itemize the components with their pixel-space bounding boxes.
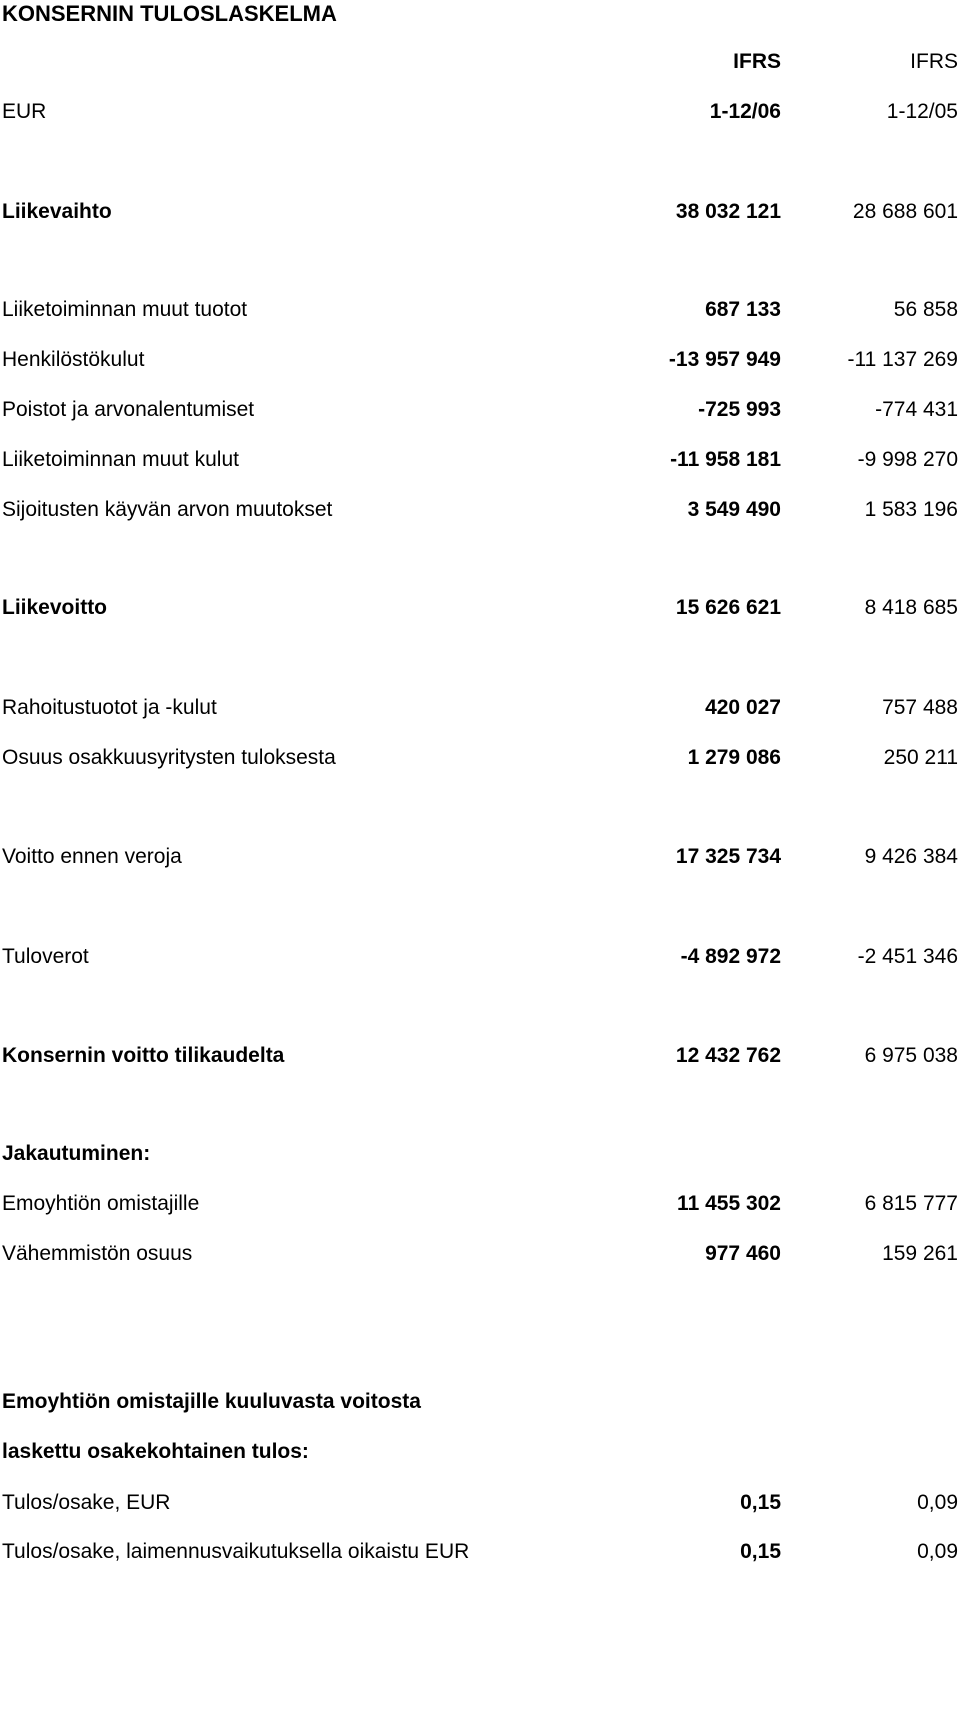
section-heading: Emoyhtiön omistajille kuuluvasta voitosta [2,1390,421,1413]
header-period-row [0,98,960,126]
row-label: Voitto ennen veroja [2,845,182,868]
row-value-current: -13 957 949 [668,348,781,371]
row-value-prior: 0,09 [917,1491,958,1514]
row-label: Liiketoiminnan muut tuotot [2,298,248,321]
row-sijoitusten-muutokset [0,496,960,524]
row-label: Emoyhtiön omistajille [2,1192,200,1215]
row-value-current: 0,15 [740,1540,781,1563]
row-value-prior: 757 488 [882,696,958,719]
section-heading: Jakautuminen: [2,1142,151,1165]
row-value-prior: 159 261 [882,1242,958,1265]
row-value-prior: 250 211 [883,746,958,769]
row-value-current: 977 460 [705,1242,781,1265]
row-label: Liikevoitto [2,596,108,619]
row-value-current: 38 032 121 [675,200,781,223]
row-label: Liiketoiminnan muut kulut [2,448,239,471]
row-voitto-ennen-veroja [0,843,960,871]
header-standard-prior: IFRS [910,50,958,73]
row-label: Tuloverot [2,945,89,968]
row-value-current: 15 626 621 [675,596,781,619]
row-muut-tuotot [0,296,960,324]
page-title: KONSERNIN TULOSLASKELMA [2,1,337,26]
header-currency: EUR [2,100,47,123]
row-label: Vähemmistön osuus [2,1242,193,1265]
row-rahoitus [0,694,960,722]
header-standard-current: IFRS [733,50,781,73]
row-muut-kulut [0,446,960,474]
row-value-current: 17 325 734 [675,845,781,868]
section-heading: laskettu osakekohtainen tulos: [2,1440,309,1463]
row-poistot [0,396,960,424]
row-value-prior: -2 451 346 [857,945,958,968]
row-label: Henkilöstökulut [2,348,145,371]
row-value-prior: 6 975 038 [864,1044,958,1067]
row-value-prior: 28 688 601 [852,200,958,223]
row-eps-heading-1 [0,1388,960,1416]
row-value-current: 12 432 762 [675,1044,781,1067]
row-jakautuminen [0,1140,960,1168]
row-value-current: 0,15 [740,1491,781,1514]
row-label: Liikevaihto [2,200,112,223]
row-label: Tulos/osake, EUR [2,1491,171,1514]
row-tuloverot [0,943,960,971]
row-konsernin-voitto [0,1042,960,1070]
row-label: Konsernin voitto tilikaudelta [2,1044,285,1067]
row-henkilostokulut [0,346,960,374]
row-value-prior: -9 998 270 [857,448,958,471]
row-value-prior: 0,09 [917,1540,958,1563]
row-emoyhtion-omistajille [0,1190,960,1218]
row-value-current: 11 455 302 [677,1192,781,1215]
row-value-current: -11 958 181 [670,448,781,471]
row-liikevoitto [0,594,960,622]
row-value-prior: 1 583 196 [864,498,958,521]
row-value-current: 1 279 086 [687,746,781,769]
row-label: Osuus osakkuusyritysten tuloksesta [2,746,336,769]
row-value-current: 3 549 490 [687,498,781,521]
row-value-prior: -11 137 269 [847,348,958,371]
row-label: Sijoitusten käyvän arvon muutokset [2,498,333,521]
header-period-prior: 1-12/05 [886,100,958,123]
row-eps-heading-2 [0,1438,960,1466]
row-vahemmiston-osuus [0,1240,960,1268]
row-value-prior: 6 815 777 [864,1192,958,1215]
header-period-current: 1-12/06 [709,100,781,123]
row-value-prior: 9 426 384 [864,845,958,868]
header-standard-row [0,48,960,76]
row-label: Rahoitustuotot ja -kulut [2,696,217,719]
row-value-current: -4 892 972 [680,945,781,968]
row-value-current: 687 133 [705,298,781,321]
row-value-prior: 8 418 685 [864,596,958,619]
row-liikevaihto [0,198,960,226]
row-value-current: 420 027 [705,696,781,719]
row-tulos-osake [0,1489,960,1517]
row-label: Tulos/osake, laimennusvaikutuksella oikaistu EUR [2,1540,470,1563]
row-value-current: -725 993 [698,398,781,421]
row-label: Poistot ja arvonalentumiset [2,398,255,421]
row-value-prior: -774 431 [875,398,958,421]
row-osakkuusyritykset [0,744,960,772]
row-tulos-osake-laimennettu [0,1538,960,1566]
row-value-prior: 56 858 [893,298,958,321]
